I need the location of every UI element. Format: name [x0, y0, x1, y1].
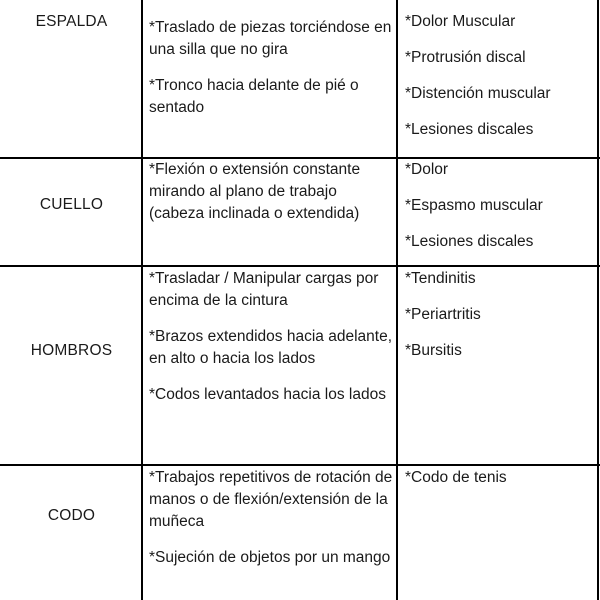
causes-cell [149, 159, 393, 239]
table-row [0, 267, 600, 464]
cause-item: *Traslado de piezas torciéndose en una silla que no gira [149, 19, 392, 58]
effect-item: *Protrusión discal [405, 49, 526, 66]
effect-item: *Lesiones discales [405, 121, 534, 138]
region-label: CODO [47, 507, 96, 524]
cause-item: *Flexión o extensión constante mirando al plano de trabajo (cabeza inclinada o extendida) [149, 161, 361, 222]
effect-item: *Periartritis [405, 306, 481, 323]
effect-item: *Codo de tenis [405, 469, 507, 486]
causes-cell [149, 467, 393, 583]
effects-cell [405, 159, 595, 267]
cause-item: *Codos levantados hacia los lados [149, 386, 386, 403]
cause-item: *Trasladar / Manipular cargas por encima de la cintura [149, 270, 379, 309]
region-label: CUELLO [39, 196, 104, 213]
table-row [0, 466, 600, 600]
effects-cell [405, 268, 595, 376]
effect-item: *Espasmo muscular [405, 197, 543, 214]
effect-item: *Bursitis [405, 342, 462, 359]
effect-item: *Dolor [405, 161, 449, 178]
causes-cell [149, 17, 393, 133]
cause-item: *Tronco hacia delante de pié o sentado [149, 77, 359, 116]
effect-item: *Distención muscular [405, 85, 551, 102]
table-row [0, 159, 600, 265]
causes-cell [149, 268, 393, 420]
effect-item: *Tendinitis [405, 270, 476, 287]
effects-cell [405, 11, 595, 155]
cause-item: *Sujeción de objetos por un mango [149, 549, 391, 566]
cause-item: *Brazos extendidos hacia adelante, en alto o hacia los lados [149, 328, 392, 367]
effect-item: *Dolor Muscular [405, 13, 516, 30]
cause-item: *Trabajos repetitivos de rotación de manos o de flexión/extensión de la muñeca [149, 469, 393, 530]
region-label: HOMBROS [30, 342, 113, 359]
region-label: ESPALDA [35, 13, 108, 30]
table-row [0, 0, 600, 157]
effects-cell [405, 467, 595, 503]
effect-item: *Lesiones discales [405, 233, 534, 250]
